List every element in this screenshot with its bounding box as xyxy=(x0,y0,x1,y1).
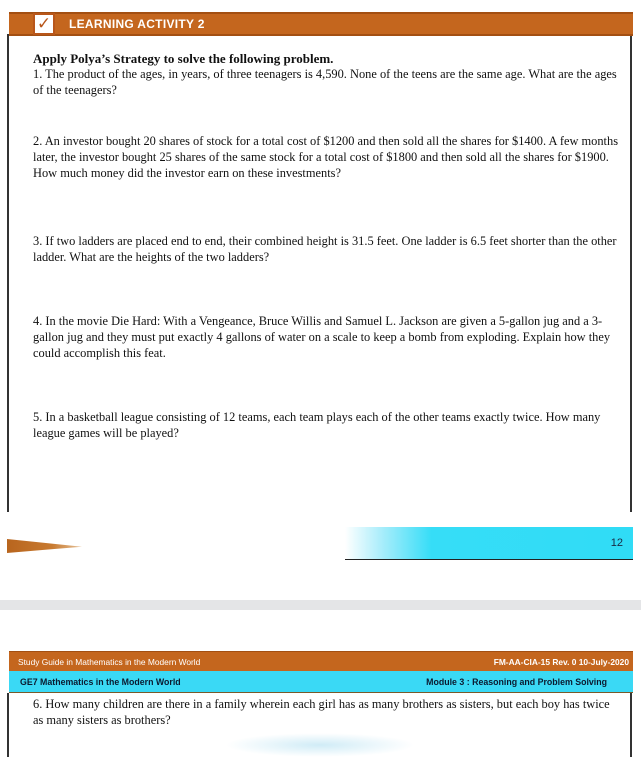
instructions: Apply Polya’s Strategy to solve the following problem. xyxy=(33,51,334,66)
activity-header-bar xyxy=(9,12,633,36)
checkbox-check-icon: ✓ xyxy=(33,13,55,35)
page-number: 12 xyxy=(610,537,623,549)
problem-6: 6. How many children are there in a family wherein each girl has as many brothers as sisters, but each boy has twice as many sisters as brothers? xyxy=(33,697,610,727)
page-header-bar xyxy=(9,651,633,671)
activity-title: LEARNING ACTIVITY 2 xyxy=(69,17,205,31)
subheader-module: Module 3 : Reasoning and Problem Solving xyxy=(426,676,607,687)
page-border-right xyxy=(630,693,632,757)
header-course-title: Study Guide in Mathematics in the Modern World xyxy=(18,656,201,667)
page-gap xyxy=(0,600,641,610)
page-subheader-bar xyxy=(9,671,633,693)
problem-3: 3. If two ladders are placed end to end, their combined height is 31.5 feet. One ladder is 6.5 feet shorter than the other ladder. What are the heights of the two ladders? xyxy=(33,234,617,264)
problem-5: 5. In a basketball league consisting of 12 teams, each team plays each of the other teams exactly twice. How many league games will be played? xyxy=(33,410,601,440)
page-border-right xyxy=(630,34,632,512)
footer-bar xyxy=(345,527,633,560)
header-form-code: FM-AA-CIA-15 Rev. 0 10-July-2020 xyxy=(493,656,629,667)
footer-brush-stroke xyxy=(7,539,82,553)
subheader-course: GE7 Mathematics in the Modern World xyxy=(20,676,181,687)
problem-1: 1. The product of the ages, in years, of three teenagers is 4,590. None of the teens are the same age. What are the ages of the teenagers? xyxy=(33,67,617,97)
problem-2: 2. An investor bought 20 shares of stock for a total cost of $1200 and then sold all the shares for $1400. A few months later, the investor bought 25 shares of the same stock for a total cost of $1800 and then sold all the shares for $1900. How much money did the investor earn on these investments? xyxy=(33,134,619,180)
page-2 xyxy=(0,610,641,757)
page-border-left xyxy=(7,34,9,512)
problem-4: 4. In the movie Die Hard: With a Vengeance, Bruce Willis and Samuel L. Jackson are given a 5-gallon jug and a 3-gallon jug and they must put exactly 4 gallons of water on a scale to keep a bomb from exploding. Explain how they could accomplish this feat. xyxy=(33,314,611,360)
page-border-left xyxy=(7,693,9,757)
blurred-region xyxy=(225,733,415,757)
